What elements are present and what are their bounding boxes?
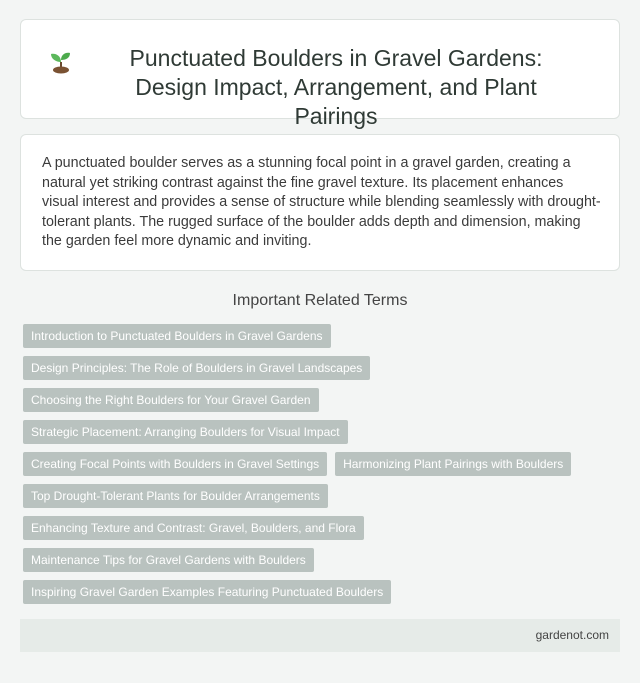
title-card (20, 19, 620, 129)
related-term-tag[interactable]: Strategic Placement: Arranging Boulders for Visual Impact (23, 420, 348, 444)
related-term-tag[interactable]: Creating Focal Points with Boulders in Gravel Settings (23, 452, 327, 476)
related-term-tag[interactable]: Choosing the Right Boulders for Your Gravel Garden (23, 388, 319, 412)
page-title: Punctuated Boulders in Gravel Gardens: Design Impact, Arrangement, and Plant Pairings (129, 45, 543, 129)
related-term-tag[interactable]: Inspiring Gravel Garden Examples Featuring Punctuated Boulders (23, 580, 391, 604)
related-term-tag[interactable]: Design Principles: The Role of Boulders in Gravel Landscapes (23, 356, 370, 380)
related-terms-list (23, 324, 583, 612)
related-terms-heading: Important Related Terms (232, 292, 408, 309)
footer-site-link[interactable]: gardenot.com (535, 628, 609, 642)
related-term-tag[interactable]: Harmonizing Plant Pairings with Boulders (335, 452, 571, 476)
related-term-tag[interactable]: Enhancing Texture and Contrast: Gravel, Boulders, and Flora (23, 516, 364, 540)
description-card (20, 134, 620, 271)
related-term-tag[interactable]: Introduction to Punctuated Boulders in Gravel Gardens (23, 324, 331, 348)
footer (20, 619, 620, 652)
related-term-tag[interactable]: Top Drought-Tolerant Plants for Boulder Arrangements (23, 484, 328, 508)
related-term-tag[interactable]: Maintenance Tips for Gravel Gardens with Boulders (23, 548, 314, 572)
description-text: A punctuated boulder serves as a stunning focal point in a gravel garden, creating a natural yet striking contrast against the fine gravel texture. Its placement enhances visual interest and provides a sense of structure while blending seamlessly with drought-tolerant plants. The rugged surface of the boulder adds depth and dimension, making the garden feel more dynamic and inviting. (42, 155, 601, 250)
